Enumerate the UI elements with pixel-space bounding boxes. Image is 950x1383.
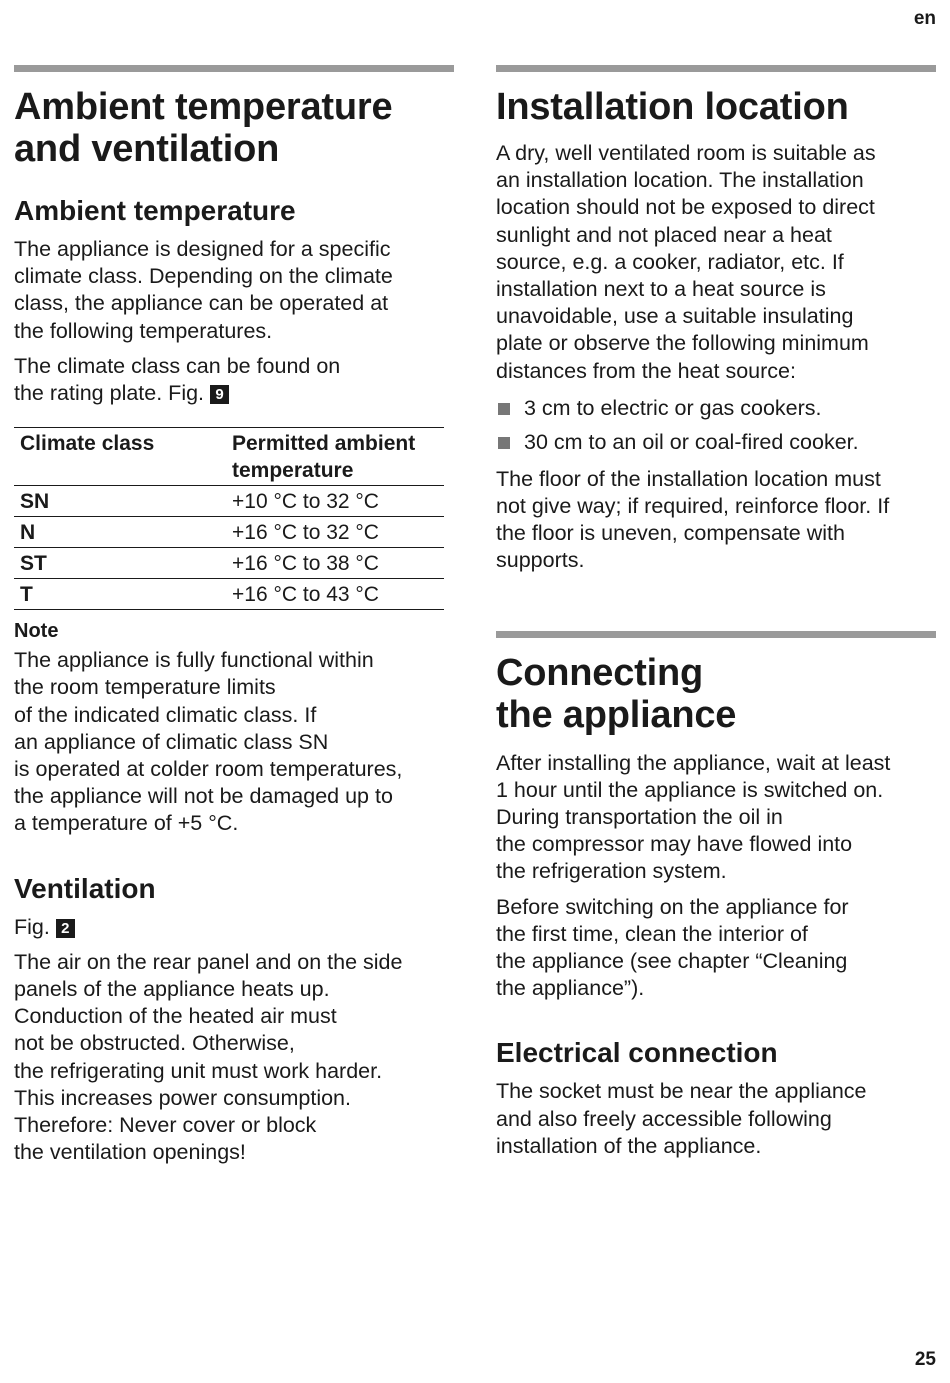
subheading-ambient-temperature: Ambient temperature — [14, 195, 296, 226]
page-number: 25 — [914, 1349, 936, 1370]
column-header-permitted-temperature: Permitted ambient temperature — [226, 428, 444, 486]
section-rule — [14, 65, 454, 72]
subheading-electrical-connection: Electrical connection — [496, 1037, 778, 1069]
distance-list — [496, 395, 936, 456]
ambient-paragraph-1: The appliance is designed for a specific climate class. Depending on the climate class, the appliance can be operated at the following temperatures. — [14, 237, 393, 343]
table-row — [14, 548, 444, 579]
language-label: en — [913, 8, 936, 29]
climate-class-table — [14, 427, 444, 610]
figure-reference-2: 2 — [56, 919, 75, 938]
temperature-range-cell: +16 °C to 43 °C — [226, 579, 444, 610]
table-row — [14, 579, 444, 610]
section-title-ambient-ventilation: Ambient temperature and ventilation — [14, 86, 393, 170]
figure-reference-9: 9 — [210, 385, 229, 404]
column-header-climate-class: Climate class — [14, 428, 226, 486]
installation-paragraph-1: A dry, well ventilated room is suitable as an installation location. The installation location should not be exposed to direct sunlight and not placed near a heat source, e.g. a cooker, radiator, etc. If installation next to a heat source is unavoidable, use a suitable insulating plate or observe the following minimum distances from the heat source: — [496, 141, 876, 383]
note-text: The appliance is fully functional within the room temperature limits of the indicated climatic class. If an appliance of climatic class SN is operated at colder room temperatures, the appliance will not be damaged up to a temperature of +5 °C. — [14, 648, 403, 836]
connecting-paragraph-2: Before switching on the appliance for the first time, clean the interior of the appliance (see chapter “Cleaning the appliance”). — [496, 894, 849, 1001]
list-item-text: 30 cm to an oil or coal-fired cooker. — [524, 429, 859, 454]
left-column — [14, 65, 454, 1174]
temperature-range-cell: +16 °C to 32 °C — [226, 517, 444, 548]
climate-class-cell: ST — [14, 548, 226, 579]
section-rule — [496, 65, 936, 72]
climate-class-cell: T — [14, 579, 226, 610]
electrical-text: The socket must be near the appliance and also freely accessible following installation of the appliance. — [496, 1079, 867, 1158]
right-column — [496, 65, 936, 1168]
figure-label: Fig. — [14, 914, 56, 939]
ambient-paragraph-2 — [14, 353, 454, 407]
table-header-row — [14, 428, 444, 486]
bullet-square-icon — [498, 437, 510, 449]
table-row — [14, 517, 444, 548]
climate-class-cell: SN — [14, 486, 226, 517]
list-item — [496, 429, 936, 456]
climate-class-cell: N — [14, 517, 226, 548]
ventilation-text: The air on the rear panel and on the side panels of the appliance heats up. Conduction of the heated air must not be obstructed. Otherwise, the refrigerating unit must work harder. This increases power consumption. Therefore: Never cover or block the ventilation openings! — [14, 949, 403, 1165]
list-item-text: 3 cm to electric or gas cookers. — [524, 395, 822, 420]
connecting-paragraph-1: After installing the appliance, wait at least 1 hour until the appliance is switched on. During transportation the oil in the compressor may have flowed into the refrigeration system. — [496, 750, 891, 884]
table-row — [14, 486, 444, 517]
rating-plate-text: The climate class can be found on the rating plate. Fig. — [14, 353, 341, 406]
subheading-ventilation: Ventilation — [14, 872, 156, 904]
list-item — [496, 395, 936, 422]
note-label: Note — [14, 620, 59, 643]
ventilation-figure-line — [14, 914, 454, 941]
section-title-connecting-appliance: Connecting the appliance — [496, 651, 737, 736]
section-rule — [496, 631, 936, 638]
temperature-range-cell: +10 °C to 32 °C — [226, 486, 444, 517]
temperature-range-cell: +16 °C to 38 °C — [226, 548, 444, 579]
installation-paragraph-2: The floor of the installation location must not give way; if required, reinforce floor. If the floor is uneven, compensate with supports. — [496, 466, 890, 573]
bullet-square-icon — [498, 403, 510, 415]
section-title-installation-location: Installation location — [496, 86, 849, 128]
